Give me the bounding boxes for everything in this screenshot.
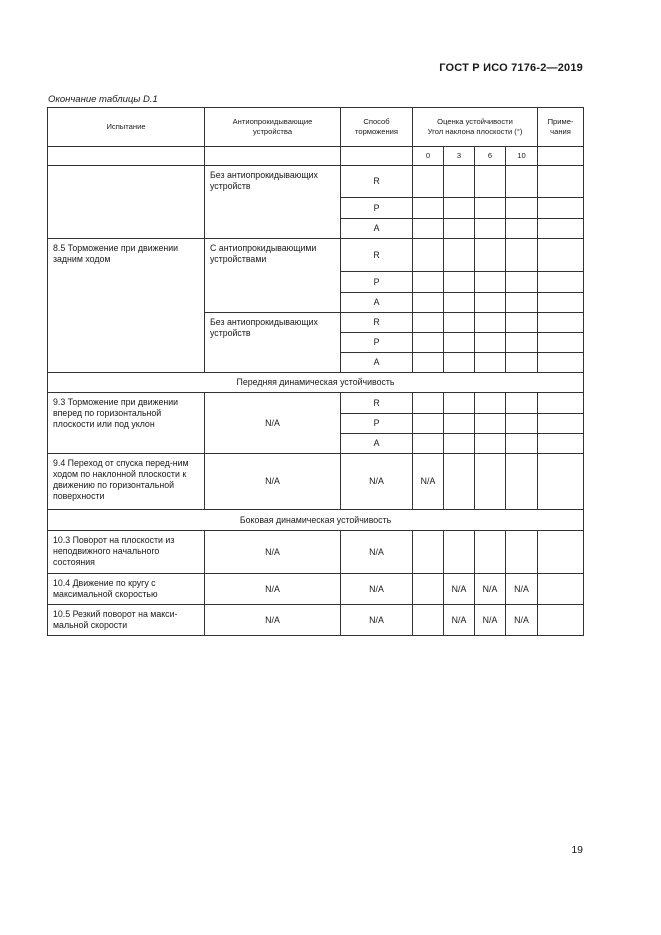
angle-header-row [48, 147, 584, 166]
device-cell: С антиопрокидывающими устройствами [205, 239, 341, 313]
device-cell: N/A [205, 454, 341, 510]
device-cell: Без антиопрокидывающих устройств [205, 313, 341, 373]
angle-3: 3 [444, 147, 475, 166]
braking-mode: P [341, 198, 413, 219]
braking-mode: P [341, 414, 413, 434]
table-row [48, 166, 584, 198]
table-row [48, 393, 584, 414]
device-cell: N/A [205, 574, 341, 605]
test-name-cell: 10.5 Резкий поворот на макси-мальной скорости [48, 605, 205, 636]
header-notes: Приме- чания [538, 108, 584, 147]
braking-mode: P [341, 333, 413, 353]
angle-0: 0 [413, 147, 444, 166]
angle-3-value: N/A [444, 574, 475, 605]
device-cell: Без антиопрокидывающих устройств [205, 166, 341, 239]
braking-mode: R [341, 239, 413, 272]
braking-mode: R [341, 166, 413, 198]
braking-mode: R [341, 393, 413, 414]
braking-cell: N/A [341, 454, 413, 510]
angle-6-value: N/A [475, 574, 506, 605]
test-name-cell: 9.3 Торможение при движении вперед по горизонтальной плоскости или под уклон [48, 393, 205, 454]
table-row [48, 454, 584, 510]
header-assessment: Оценка устойчивости Угол наклона плоскости (°) [413, 108, 538, 147]
device-cell: N/A [205, 531, 341, 574]
test-name-cell: 10.3 Поворот на плоскости из неподвижного начального состояния [48, 531, 205, 574]
angle-10: 10 [506, 147, 538, 166]
braking-mode: R [341, 313, 413, 333]
section-front-heading: Передняя динамическая устойчивость [48, 373, 584, 393]
braking-mode: P [341, 272, 413, 293]
test-name-cell: 10.4 Движение по кругу с максимальной скоростью [48, 574, 205, 605]
table-caption: Окончание таблицы D.1 [48, 94, 158, 105]
header-device: Антиопрокидывающие устройства [205, 108, 341, 147]
table-row [48, 531, 584, 574]
angle-3-value: N/A [444, 605, 475, 636]
angle-6: 6 [475, 147, 506, 166]
braking-cell: N/A [341, 574, 413, 605]
braking-cell: N/A [341, 531, 413, 574]
device-cell: N/A [205, 393, 341, 454]
angle-6-value: N/A [475, 605, 506, 636]
braking-mode: A [341, 293, 413, 313]
braking-cell: N/A [341, 605, 413, 636]
device-cell: N/A [205, 605, 341, 636]
header-braking: Способ торможения [341, 108, 413, 147]
table-row [48, 605, 584, 636]
table-row [48, 239, 584, 272]
page-number: 19 [571, 844, 583, 856]
header-row [48, 108, 584, 147]
angle-0-value: N/A [413, 454, 444, 510]
test-name-cell: 8.5 Торможение при движении задним ходом [48, 239, 205, 373]
braking-mode: A [341, 353, 413, 373]
angle-10-value: N/A [506, 574, 538, 605]
table-row [48, 574, 584, 605]
document-code: ГОСТ Р ИСО 7176-2—2019 [439, 62, 583, 74]
section-row [48, 510, 584, 531]
section-row [48, 373, 584, 393]
angle-10-value: N/A [506, 605, 538, 636]
braking-mode: A [341, 219, 413, 239]
test-name-cell: 9.4 Переход от спуска перед-ним ходом по наклонной плоскости к движению по горизонтальной поверхности [48, 454, 205, 510]
stability-table [47, 107, 584, 636]
header-test: Испытание [48, 108, 205, 147]
section-side-heading: Боковая динамическая устойчивость [48, 510, 584, 531]
braking-mode: A [341, 434, 413, 454]
